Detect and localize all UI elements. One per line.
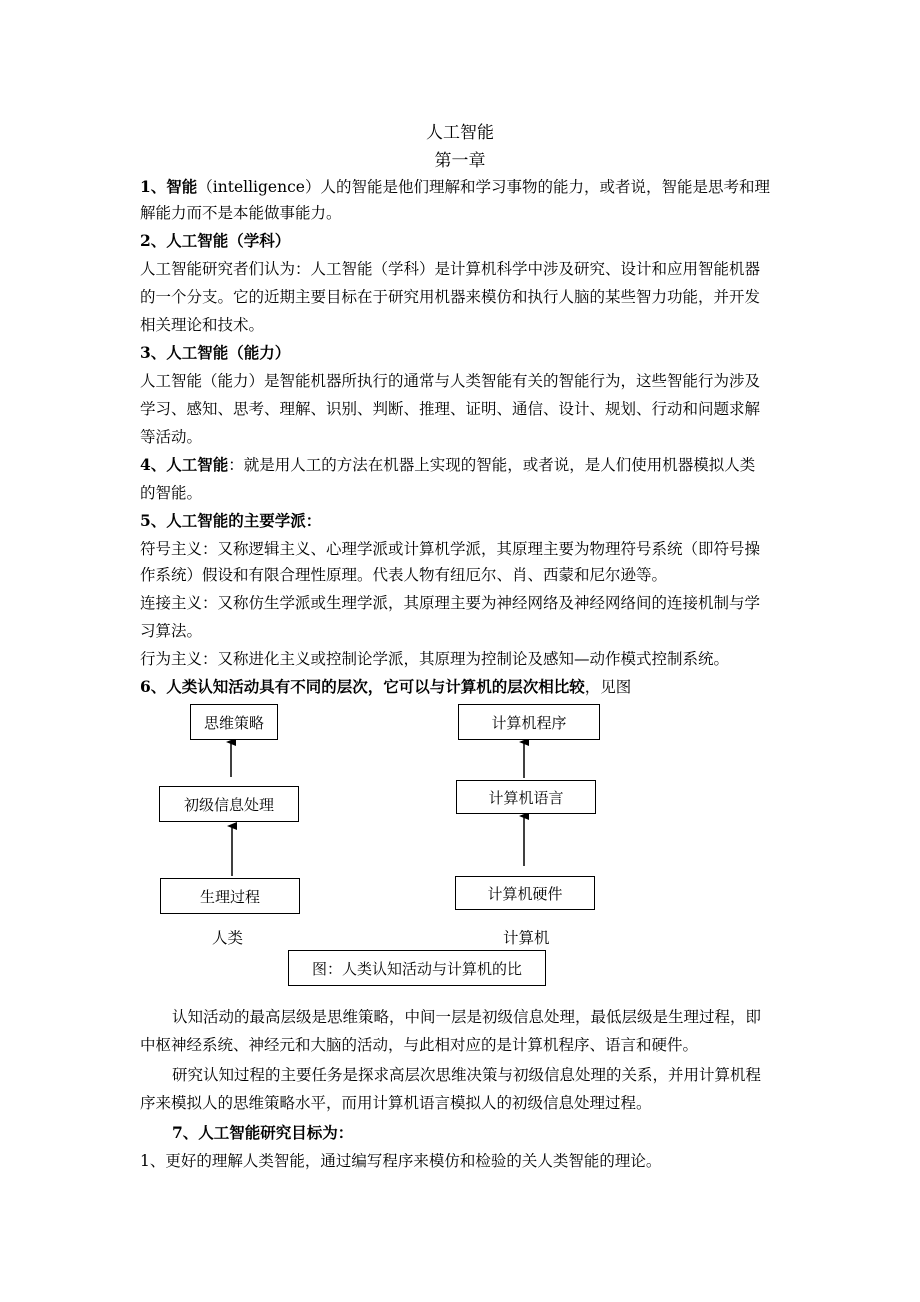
section-5-line-1: 符号主义：又称逻辑主义、心理学派或计算机学派，其原理主要为物理符号系统（即符号操 <box>140 540 761 558</box>
paragraph-2-line-1: 研究认知过程的主要任务是探求高层次思维决策与初级信息处理的关系，并用计算机程 <box>172 1066 762 1084</box>
section-1-heading: 1、智能 <box>140 177 198 196</box>
paragraph-1-line-1: 认知活动的最高层级是思维策略，中间一层是初级信息处理，最低层级是生理过程，即 <box>172 1008 762 1026</box>
paragraph-1-line-2: 中枢神经系统、神经元和大脑的活动，与此相对应的是计算机程序、语言和硬件。 <box>140 1036 699 1054</box>
section-5-line-4: 习算法。 <box>140 622 203 640</box>
section-2-line-3: 相关理论和技术。 <box>140 316 265 334</box>
paragraph-2-line-2: 序来模拟人的思维策略水平，而用计算机语言模拟人的初级信息处理过程。 <box>140 1094 652 1112</box>
section-4-line-1: 4、人工智能：就是用人工的方法在机器上实现的智能，或者说，是人们使用机器模拟人类 <box>140 455 756 474</box>
section-3-line-3: 等活动。 <box>140 428 203 446</box>
chapter-heading: 第一章 <box>434 151 486 171</box>
computer-level-program: 计算机程序 <box>458 704 600 740</box>
section-5-line-5: 行为主义：又称进化主义或控制论学派，其原理为控制论及感知—动作模式控制系统。 <box>140 650 730 668</box>
section-2-line-1: 人工智能研究者们认为：人工智能（学科）是计算机科学中涉及研究、设计和应用智能机器 <box>140 260 761 278</box>
computer-level-language: 计算机语言 <box>456 780 596 814</box>
section-7-heading: 7、人工智能研究目标为： <box>172 1123 354 1142</box>
human-level-thinking-strategy: 思维策略 <box>190 704 278 740</box>
diagram-caption: 图：人类认知活动与计算机的比 <box>288 950 546 986</box>
section-4-heading: 4、人工智能 <box>140 455 229 474</box>
section-2-heading: 2、人工智能（学科） <box>140 231 291 250</box>
section-1-line-2: 解能力而不是本能做事能力。 <box>140 204 342 222</box>
human-column-label: 人类 <box>212 929 244 947</box>
section-6-heading: 6、人类认知活动具有不同的层次，它可以与计算机的层次相比较 <box>140 677 585 696</box>
section-1-line-1: 1、智能（intelligence）人的智能是他们理解和学习事物的能力，或者说，智能是思考和理 <box>140 177 770 196</box>
section-5-line-3: 连接主义：又称仿生学派或生理学派，其原理主要为神经网络及神经网络间的连接机制与学 <box>140 594 761 612</box>
section-4-line-2: 的智能。 <box>140 484 203 502</box>
computer-level-hardware: 计算机硬件 <box>455 876 595 910</box>
section-3-line-1: 人工智能（能力）是智能机器所执行的通常与人类智能有关的智能行为，这些智能行为涉及 <box>140 372 761 390</box>
section-7-line-1: 1、更好的理解人类智能，通过编写程序来模仿和检验的关人类智能的理论。 <box>140 1152 662 1170</box>
section-5-heading: 5、人工智能的主要学派： <box>140 511 322 530</box>
section-6-line: 6、人类认知活动具有不同的层次，它可以与计算机的层次相比较，见图 <box>140 677 632 696</box>
computer-column-label: 计算机 <box>503 929 550 947</box>
human-level-physiology: 生理过程 <box>160 878 300 914</box>
section-3-heading: 3、人工智能（能力） <box>140 343 291 362</box>
section-5-line-2: 作系统）假设和有限合理性原理。代表人物有纽厄尔、肖、西蒙和尼尔逊等。 <box>140 566 668 584</box>
section-3-line-2: 学习、感知、思考、理解、识别、判断、推理、证明、通信、设计、规划、行动和问题求解 <box>140 400 761 418</box>
section-2-line-2: 的一个分支。它的近期主要目标在于研究用机器来模仿和执行人脑的某些智力功能，并开发 <box>140 288 761 306</box>
document-title: 人工智能 <box>426 123 494 143</box>
human-level-info-processing: 初级信息处理 <box>159 786 299 822</box>
